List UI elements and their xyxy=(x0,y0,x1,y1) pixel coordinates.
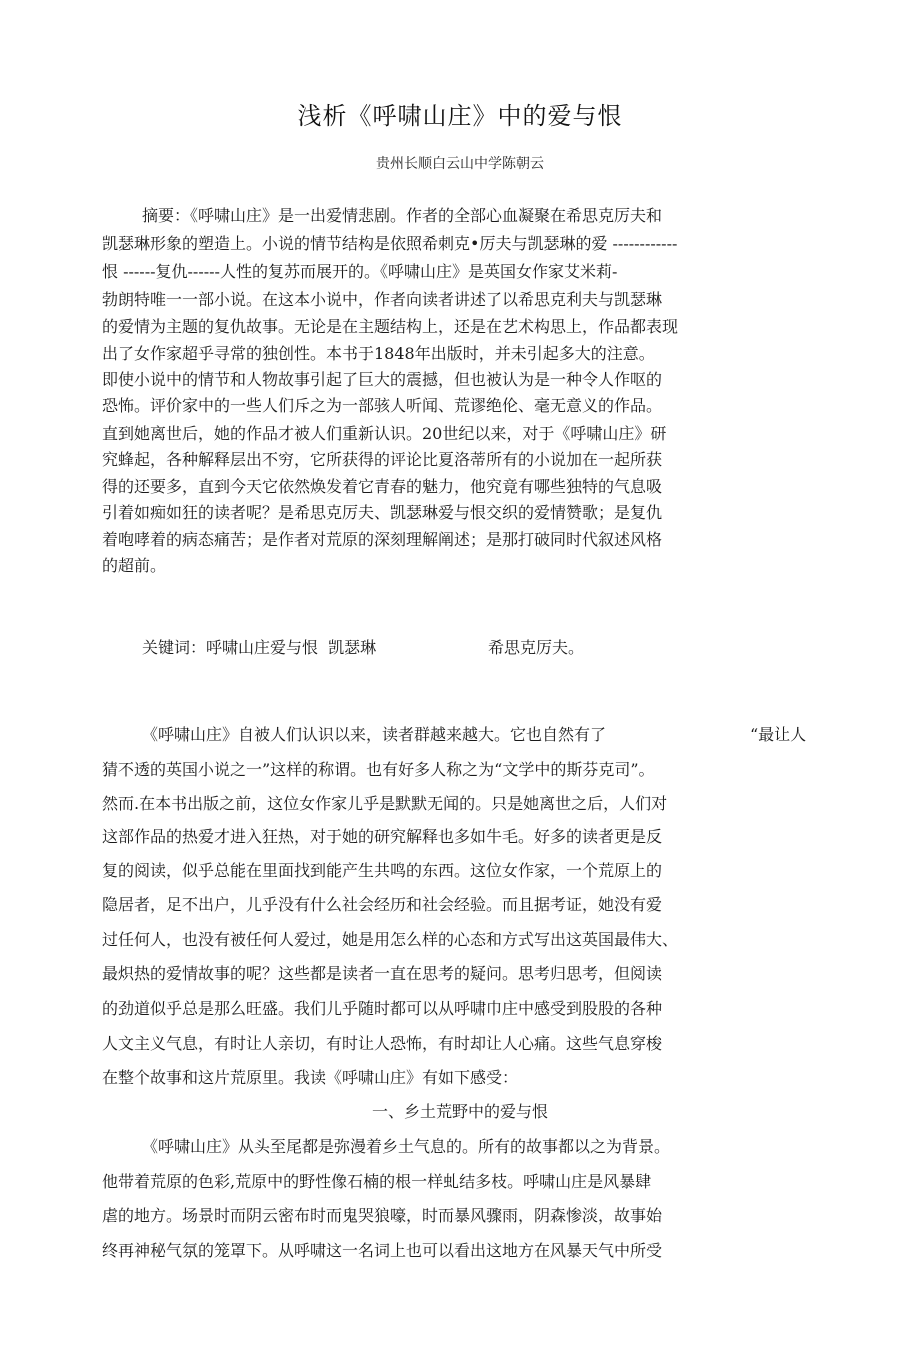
abstract-line: 究蜂起，各种解释层出不穷，它所获得的评论比夏洛蒂所有的小说加在一起所获 xyxy=(102,450,663,469)
abstract-line: 凯瑟琳形象的塑造上。小说的情节结构是依照希刺克•厉夫与凯瑟琳的爱 ------------ xyxy=(102,234,678,253)
intro-line: 隐居者，足不出户，儿乎没有什么社会经历和社会经验。而且据考证，她没有爱 xyxy=(102,895,663,914)
section-line: 终再神秘气氛的笼罩下。从呼啸这一名词上也可以看出这地方在风暴天气中所受 xyxy=(102,1241,663,1260)
abstract-line: 直到她离世后，她的作品才被人们重新认识。20世纪以来，对于《呼啸山庄》研 xyxy=(102,424,667,443)
intro-line: 人文主义气息，有时让人亲切，有时让人恐怖，有时却让人心痛。这些气息穿梭 xyxy=(102,1034,663,1053)
abstract-line: 的超前。 xyxy=(102,556,167,575)
intro-line: 的劲道似乎总是那么旺盛。我们儿乎随时都可以从呼啸巾庄中感受到股股的各种 xyxy=(102,999,663,1018)
section-line: 他带着荒原的色彩,荒原中的野性像石楠的根一样虬结多枝。呼啸山庄是风暴肆 xyxy=(102,1172,652,1191)
intro-line: 过任何人，也没有被任何人爱过，她是用怎么样的心态和方式写出这英国最伟大、 xyxy=(102,930,679,949)
abstract-line: 恨 ------复仇------人性的复苏而展开的。《呼啸山庄》是英国女作家艾米莉- xyxy=(102,262,618,281)
intro-quote-fragment: “最让人 xyxy=(750,725,807,744)
abstract-line: 出了女作家超乎寻常的独创性。本书于1848年出版时，并未引起多大的注意。 xyxy=(102,344,655,363)
intro-line: 然而.在本书出版之前，这位女作家儿乎是默默无闻的。只是她离世之后，人们对 xyxy=(102,794,668,813)
intro-line: 这部作品的热爱才进入狂热，对于她的研究解释也多如牛毛。好多的读者更是反 xyxy=(102,827,663,846)
abstract-line: 引着如痴如狂的读者呢？是希思克厉夫、凯瑟琳爱与恨交织的爱情赞歌；是复仇 xyxy=(102,503,663,522)
section-line: 《呼啸山庄》从头至尾都是弥漫着乡土气息的。所有的故事都以之为背景。 xyxy=(142,1137,671,1156)
page-title: 浅析《呼啸山庄》中的爱与恨 xyxy=(297,102,623,130)
author-line: 贵州长顺白云山中学陈朝云 xyxy=(376,156,544,172)
abstract-line: 恐怖。评价家中的一些人们斥之为一部骇人听闻、荒谬绝伦、毫无意义的作品。 xyxy=(102,396,663,415)
intro-line: 猜不透的英国小说之一”这样的称谓。也有好多人称之为“文学中的斯芬克司”。 xyxy=(102,760,655,779)
section-heading: 一、乡土荒野中的爱与恨 xyxy=(371,1102,548,1121)
intro-line: 在整个故事和这片荒原里。我读《呼啸山庄》有如下感受： xyxy=(102,1068,519,1087)
intro-line: 最炽热的爱情故事的呢？这些都是读者一直在思考的疑问。思考归思考，但阅读 xyxy=(102,964,663,983)
section-line: 虐的地方。场景时而阴云密布时而鬼哭狼嚎，时而暴风骤雨，阴森惨淡，故事始 xyxy=(102,1206,663,1225)
keywords-label: 关键词：呼啸山庄爱与恨 凯瑟琳 xyxy=(142,638,377,657)
keyword-last: 希思克厉夫。 xyxy=(488,638,585,657)
abstract-line: 摘要：《呼啸山庄》是一出爱情悲剧。作者的全部心血凝聚在希思克厉夫和 xyxy=(142,206,663,225)
abstract-line: 勃朗特唯一一部小说。在这本小说中，作者向读者讲述了以希思克利夫与凯瑟琳 xyxy=(102,290,663,309)
intro-line: 复的阅读，似乎总能在里面找到能产生共鸣的东西。这位女作家，一个荒原上的 xyxy=(102,861,663,880)
abstract-line: 得的还要多，直到今天它依然焕发着它青春的魅力，他究竟有哪些独特的气息吸 xyxy=(102,477,663,496)
abstract-line: 即使小说中的情节和人物故事引起了巨大的震撼，但也被认为是一种令人作呕的 xyxy=(102,370,663,389)
abstract-line: 的爱情为主题的复仇故事。无论是在主题结构上，还是在艺术构思上，作品都表现 xyxy=(102,317,679,336)
abstract-line: 着咆哮着的病态痛苦；是作者对荒原的深刻理解阐述；是那打破同时代叙述风格 xyxy=(102,530,663,549)
intro-line: 《呼啸山庄》自被人们认识以来，读者群越来越大。它也自然有了 xyxy=(142,725,607,744)
